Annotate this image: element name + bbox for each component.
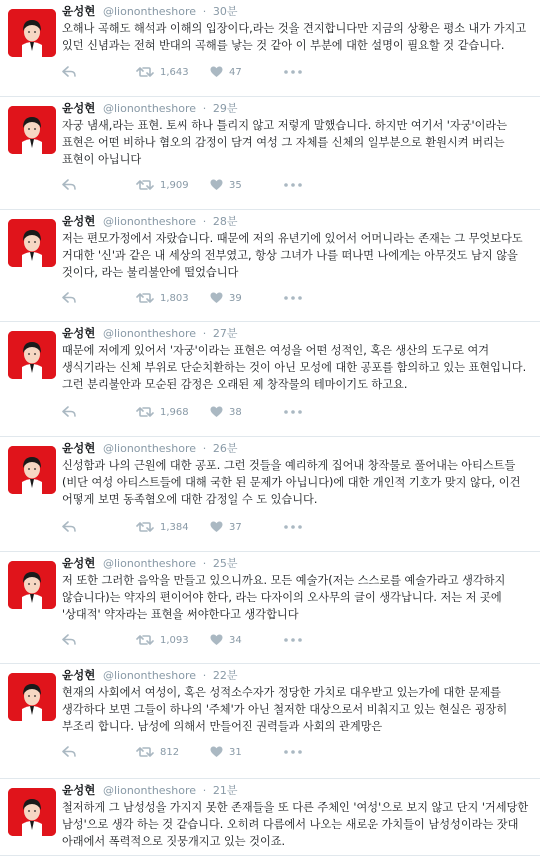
separator-dot: · xyxy=(202,784,207,797)
tweet-header xyxy=(62,556,237,571)
tweet-actions xyxy=(62,290,362,306)
timestamp[interactable]: 25분 xyxy=(212,557,238,570)
reply-button[interactable] xyxy=(62,519,76,535)
more-button[interactable] xyxy=(284,744,302,760)
tweet-text: 신성함과 나의 근원에 대한 공포. 그런 것들을 예리하게 집어내 창작물로 풀어내는 아티스트들(비단 여성 아티스트들에 대해 국한 된 문제가 아닙니다)에 대한 개인적 기호가 맞지 않다, 이건 어떻게 보면 동족혐오에 대한 감정일 수 도 있습니다. xyxy=(62,459,521,506)
retweet-button[interactable] xyxy=(136,404,189,420)
avatar[interactable] xyxy=(8,788,56,836)
timestamp[interactable]: 29분 xyxy=(212,102,238,115)
more-button[interactable] xyxy=(284,177,302,193)
retweet-button[interactable] xyxy=(136,64,189,80)
tweet-header xyxy=(62,4,237,19)
more-button[interactable] xyxy=(284,632,302,648)
retweet-count: 1,384 xyxy=(160,521,189,533)
like-count: 47 xyxy=(229,66,242,78)
retweet-button[interactable] xyxy=(136,290,189,306)
more-button[interactable] xyxy=(284,64,302,80)
reply-icon xyxy=(62,292,76,304)
retweet-icon xyxy=(136,634,154,646)
tweet-header xyxy=(62,326,237,341)
timestamp[interactable]: 22분 xyxy=(212,669,238,682)
heart-icon xyxy=(210,406,223,418)
tweet-text: 오해나 곡해도 해석과 이해의 입장이다,라는 것을 견지합니다만 지금의 상황은 평소 내가 가지고 있던 신념과는 전혀 반대의 곡해를 낳는 것 같아 이 부분에 대한 설명이 필요할 것 같습니다. xyxy=(62,22,527,52)
timestamp[interactable]: 27분 xyxy=(212,327,238,340)
reply-button[interactable] xyxy=(62,290,76,306)
reply-button[interactable] xyxy=(62,177,76,193)
heart-icon xyxy=(210,746,223,758)
separator-dot: · xyxy=(202,557,207,570)
tweet-actions xyxy=(62,744,362,760)
author-handle[interactable]: @lionontheshore xyxy=(102,669,197,682)
tweet-header xyxy=(62,101,237,116)
author-name[interactable]: 윤성현 xyxy=(62,326,96,340)
more-button[interactable] xyxy=(284,519,302,535)
reply-button[interactable] xyxy=(62,744,76,760)
like-button[interactable] xyxy=(210,744,242,760)
retweet-icon xyxy=(136,746,154,758)
tweet-header xyxy=(62,783,237,798)
tweet-header xyxy=(62,214,237,229)
like-button[interactable] xyxy=(210,290,242,306)
like-button[interactable] xyxy=(210,404,242,420)
retweet-icon xyxy=(136,406,154,418)
retweet-button[interactable] xyxy=(136,632,189,648)
retweet-count: 812 xyxy=(160,746,180,758)
more-dots-icon xyxy=(284,525,302,529)
tweet[interactable] xyxy=(0,664,540,779)
like-count: 37 xyxy=(229,521,242,533)
separator-dot: · xyxy=(202,5,207,18)
like-button[interactable] xyxy=(210,519,242,535)
avatar[interactable] xyxy=(8,219,56,267)
like-count: 39 xyxy=(229,292,242,304)
retweet-icon xyxy=(136,66,154,78)
retweet-icon xyxy=(136,179,154,191)
retweet-icon xyxy=(136,292,154,304)
tweet[interactable] xyxy=(0,322,540,437)
like-count: 38 xyxy=(229,406,242,418)
reply-icon xyxy=(62,634,76,646)
more-dots-icon xyxy=(284,410,302,414)
like-button[interactable] xyxy=(210,64,242,80)
author-handle[interactable]: @lionontheshore xyxy=(102,215,197,228)
retweet-count: 1,803 xyxy=(160,292,189,304)
reply-icon xyxy=(62,66,76,78)
avatar[interactable] xyxy=(8,9,56,57)
tweet[interactable] xyxy=(0,552,540,664)
tweet[interactable] xyxy=(0,210,540,322)
reply-button[interactable] xyxy=(62,404,76,420)
avatar[interactable] xyxy=(8,106,56,154)
heart-icon xyxy=(210,521,223,533)
tweet[interactable] xyxy=(0,779,540,856)
tweet[interactable] xyxy=(0,97,540,210)
tweet-header xyxy=(62,441,237,456)
more-dots-icon xyxy=(284,750,302,754)
author-handle[interactable]: @lionontheshore xyxy=(102,327,197,340)
reply-icon xyxy=(62,746,76,758)
more-button[interactable] xyxy=(284,290,302,306)
reply-button[interactable] xyxy=(62,64,76,80)
heart-icon xyxy=(210,66,223,78)
tweet-text: 때문에 저에게 있어서 '자궁'이라는 표현은 여성을 어떤 성적인, 혹은 생산의 도구로 여겨 생식기라는 신체 부위로 단순치환하는 것이 아닌 모성에 대한 공포를 함의하고 있는 표현입니다. 그런 분리불안과 모순된 감정은 오래된 제 창작물의 테마이기도 하고요. xyxy=(62,344,527,391)
author-handle[interactable]: @lionontheshore xyxy=(102,557,197,570)
tweet-text: 저 또한 그러한 음악을 만들고 있으니까요. 모든 예술가(저는 스스로를 예술가라고 생각하지 않습니다)는 약자의 편이어야 한다, 라는 다자이의 오사무의 글이 생각납니다. 저는 저 곳에 '상대적' 약자라는 표현을 써야한다고 생각합니다 xyxy=(62,574,506,621)
retweet-count: 1,909 xyxy=(160,179,189,191)
timestamp[interactable]: 30분 xyxy=(212,5,238,18)
author-name[interactable]: 윤성현 xyxy=(62,668,96,682)
reply-button[interactable] xyxy=(62,632,76,648)
avatar[interactable] xyxy=(8,673,56,721)
author-name[interactable]: 윤성현 xyxy=(62,214,96,228)
more-button[interactable] xyxy=(284,404,302,420)
heart-icon xyxy=(210,634,223,646)
more-dots-icon xyxy=(284,183,302,187)
tweet-text: 저는 편모가정에서 자랐습니다. 때문에 저의 유년기에 있어서 어머니라는 존재는 그 무엇보다도 거대한 '신'과 같은 내 세상의 전부였고, 항상 그녀가 나를 떠나면 나에게는 아무것도 남지 않을 것이다, 라는 불리불안에 떨었습니다 xyxy=(62,232,523,279)
author-name[interactable]: 윤성현 xyxy=(62,441,96,455)
more-dots-icon xyxy=(284,296,302,300)
author-name[interactable]: 윤성현 xyxy=(62,783,96,797)
retweet-button[interactable] xyxy=(136,744,179,760)
avatar[interactable] xyxy=(8,331,56,379)
tweet-text: 자궁 냄새,라는 표현. 토씨 하나 틀리지 않고 저렇게 말했습니다. 하지만 여기서 '자궁'이라는 표현은 어떤 비하나 혐오의 감정이 담겨 여성 그 자체를 신체의 일부분으로 환원시켜 버리는 표현이 아닙니다 xyxy=(62,119,507,166)
author-handle[interactable]: @lionontheshore xyxy=(102,784,197,797)
retweet-count: 1,968 xyxy=(160,406,189,418)
timestamp[interactable]: 26분 xyxy=(212,442,238,455)
heart-icon xyxy=(210,179,223,191)
avatar[interactable] xyxy=(8,446,56,494)
like-count: 31 xyxy=(229,746,242,758)
heart-icon xyxy=(210,292,223,304)
tweet-header xyxy=(62,668,237,683)
author-name[interactable]: 윤성현 xyxy=(62,4,96,18)
reply-icon xyxy=(62,406,76,418)
like-count: 34 xyxy=(229,634,242,646)
author-name[interactable]: 윤성현 xyxy=(62,101,96,115)
author-handle[interactable]: @lionontheshore xyxy=(102,442,197,455)
tweet-actions xyxy=(62,64,362,80)
like-count: 35 xyxy=(229,179,242,191)
retweet-icon xyxy=(136,521,154,533)
tweet[interactable] xyxy=(0,0,540,97)
tweet-text: 철저하게 그 남성성을 가지지 못한 존재들을 또 다른 주체인 '여성'으로 보지 않고 단지 '거세당한 남성'으로 생각 하는 것 같습니다. 오히려 다름에서 나오는 새로운 가치들이 남성성이라는 잣대 아래에서 폭력적으로 짓뭉개지고 있는 것이죠. xyxy=(62,801,529,848)
retweet-count: 1,643 xyxy=(160,66,189,78)
tweet-text: 현재의 사회에서 여성이, 혹은 성적소수자가 정당한 가치로 대우받고 있는가에 대한 문제를 생각하다 보면 그들이 하나의 '주체'가 아닌 철저한 대상으로서 비춰지고 있는 현실은 굉장히 부조리 합니다. 남성에 의해서 만들어진 권력들과 사회의 관계망은 xyxy=(62,686,508,733)
separator-dot: · xyxy=(202,102,207,115)
tweet-actions xyxy=(62,177,362,193)
more-dots-icon xyxy=(284,70,302,74)
avatar[interactable] xyxy=(8,561,56,609)
tweet-actions xyxy=(62,519,362,535)
author-handle[interactable]: @lionontheshore xyxy=(102,102,197,115)
retweet-button[interactable] xyxy=(136,177,189,193)
author-name[interactable]: 윤성현 xyxy=(62,556,96,570)
tweet-actions xyxy=(62,404,362,420)
like-button[interactable] xyxy=(210,632,242,648)
tweet[interactable] xyxy=(0,437,540,552)
reply-icon xyxy=(62,521,76,533)
separator-dot: · xyxy=(202,669,207,682)
retweet-button[interactable] xyxy=(136,519,189,535)
more-dots-icon xyxy=(284,638,302,642)
timestamp[interactable]: 21분 xyxy=(212,784,238,797)
tweet-actions xyxy=(62,632,362,648)
separator-dot: · xyxy=(202,215,207,228)
reply-icon xyxy=(62,179,76,191)
author-handle[interactable]: @lionontheshore xyxy=(102,5,197,18)
retweet-count: 1,093 xyxy=(160,634,189,646)
separator-dot: · xyxy=(202,442,207,455)
separator-dot: · xyxy=(202,327,207,340)
timestamp[interactable]: 28분 xyxy=(212,215,238,228)
like-button[interactable] xyxy=(210,177,242,193)
